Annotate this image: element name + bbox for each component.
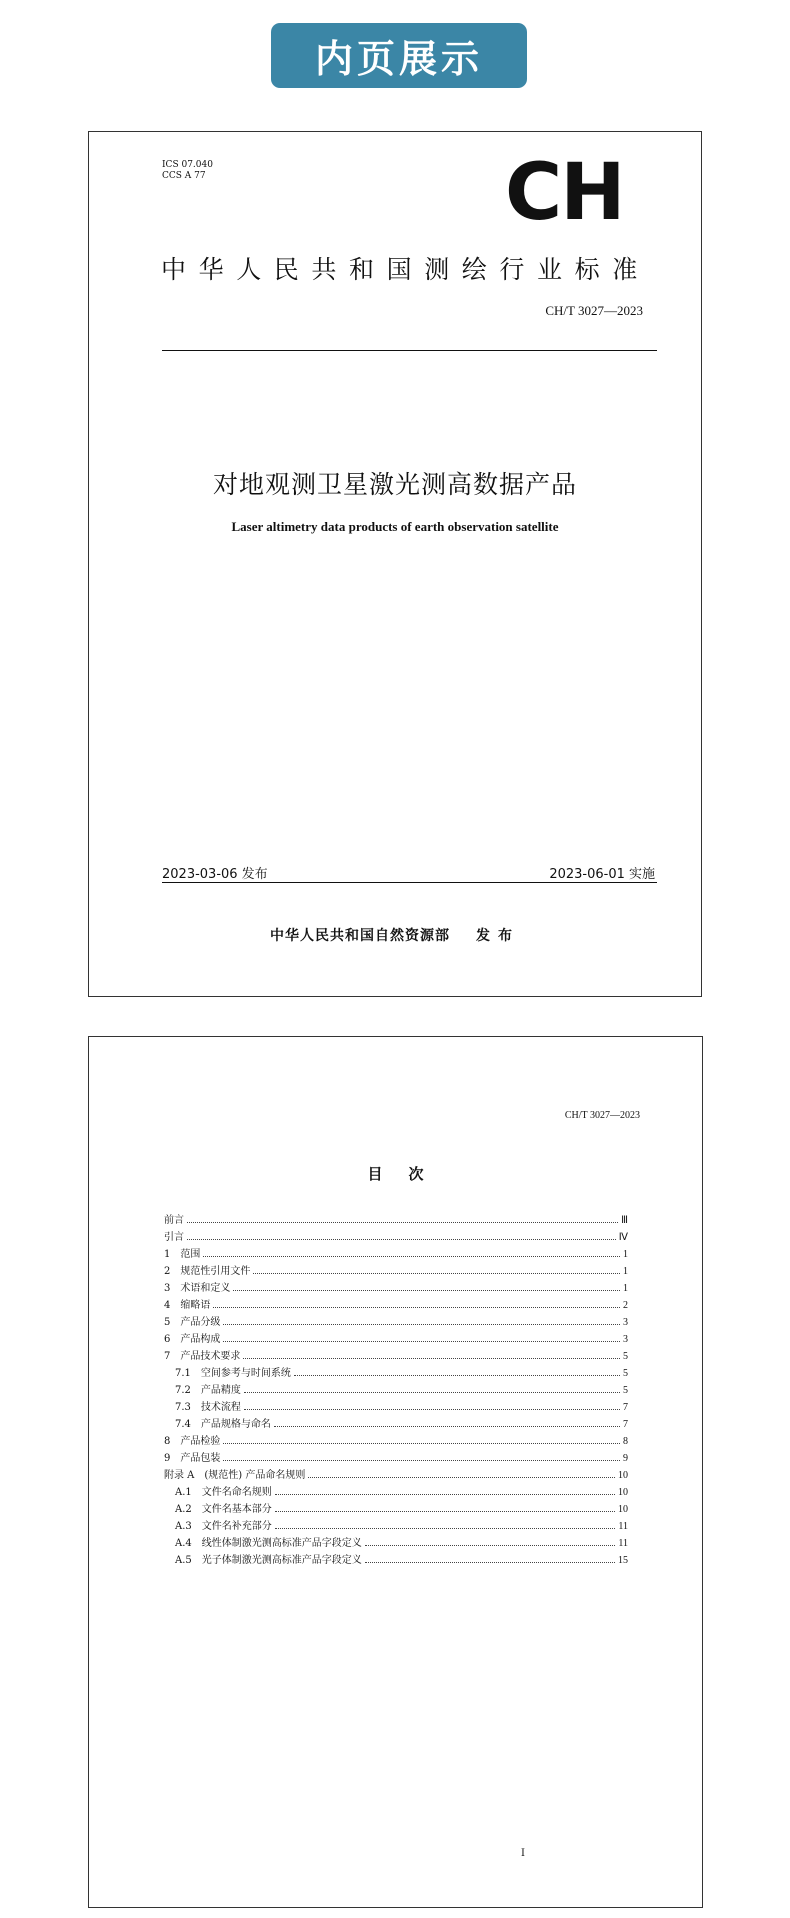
toc-entry-page: 7 <box>623 1419 628 1430</box>
toc-entry-label: 产品精度 <box>200 1385 241 1396</box>
toc-dot-leader <box>275 1511 615 1512</box>
toc-entry-label: 规范性引用文件 <box>180 1266 251 1277</box>
ch-logo: CH <box>505 148 624 238</box>
toc-entry-number: A.5 <box>175 1555 192 1566</box>
toc-page <box>88 1036 703 1908</box>
toc-entry[interactable] <box>164 1484 628 1501</box>
toc-entry-label: 前言 <box>164 1215 184 1226</box>
toc-entry[interactable] <box>164 1348 628 1365</box>
toc-dot-leader <box>253 1273 620 1274</box>
toc-entry-label: 引言 <box>164 1232 184 1243</box>
toc-entry-number: 7.4 <box>175 1419 191 1430</box>
toc-entry-number: A.4 <box>175 1538 192 1549</box>
toc-entry[interactable] <box>164 1280 628 1297</box>
toc-entry-page: 5 <box>623 1385 628 1396</box>
toc-entry-number: 6 <box>164 1334 171 1345</box>
toc-entry-label: 术语和定义 <box>180 1283 231 1294</box>
toc-entry-label: 文件名基本部分 <box>201 1504 272 1515</box>
toc-entry-number: A.2 <box>175 1504 192 1515</box>
toc-entry-number: A.3 <box>175 1521 192 1532</box>
toc-entry-number: 1 <box>164 1249 171 1260</box>
toc-entry-label: 线性体制激光测高标准产品字段定义 <box>201 1538 362 1549</box>
toc-entry-label: 文件名命名规则 <box>201 1487 272 1498</box>
publisher-line <box>89 925 701 945</box>
toc-entry-page: 5 <box>623 1368 628 1379</box>
toc-entry-page: 3 <box>623 1317 628 1328</box>
toc-entry[interactable] <box>164 1552 628 1569</box>
toc-dot-leader <box>365 1562 615 1563</box>
toc-entry[interactable] <box>164 1399 628 1416</box>
ics-code: ICS 07.040 <box>162 160 213 170</box>
toc-entry-page: 8 <box>623 1436 628 1447</box>
toc-entry-page: 10 <box>618 1487 628 1498</box>
toc-entry-label: 产品分级 <box>180 1317 221 1328</box>
toc-dot-leader <box>365 1545 616 1546</box>
toc-dot-leader <box>275 1494 615 1495</box>
toc-dot-leader <box>187 1222 618 1223</box>
toc-entry-number: 5 <box>164 1317 171 1328</box>
toc-dot-leader <box>275 1528 616 1529</box>
toc-entry-number: 附录 A <box>164 1470 195 1481</box>
toc-entry[interactable] <box>164 1263 628 1280</box>
toc-entry[interactable] <box>164 1382 628 1399</box>
document-title-en: Laser altimetry data products of earth observation satellite <box>231 519 559 534</box>
toc-entry[interactable] <box>164 1467 628 1484</box>
toc-entry-page: 10 <box>618 1470 628 1481</box>
toc-dot-leader <box>244 1392 620 1393</box>
standard-number: CH/T 3027—2023 <box>545 303 643 318</box>
toc-entry-number: 7.2 <box>175 1385 191 1396</box>
publisher-verb: 发布 <box>476 928 520 944</box>
ccs-code: CCS A 77 <box>162 171 206 181</box>
toc-entry[interactable] <box>164 1229 628 1246</box>
toc-dot-leader <box>243 1358 620 1359</box>
toc-entry-label: 产品技术要求 <box>180 1351 241 1362</box>
toc-entry-page: 11 <box>618 1521 628 1532</box>
document-title-cn: 对地观测卫星激光测高数据产品 <box>212 470 577 499</box>
page-folio: I <box>521 1848 525 1859</box>
cover-page <box>88 131 702 997</box>
toc-entry[interactable] <box>164 1518 628 1535</box>
toc-dot-leader <box>223 1341 620 1342</box>
toc-entry-label: 产品构成 <box>180 1334 221 1345</box>
toc-entry[interactable] <box>164 1331 628 1348</box>
toc-entry-page: Ⅲ <box>621 1215 628 1226</box>
toc-entry[interactable] <box>164 1501 628 1518</box>
toc-dot-leader <box>233 1290 620 1291</box>
toc-entry-number: 9 <box>164 1453 171 1464</box>
toc-entry[interactable] <box>164 1314 628 1331</box>
toc-dot-leader <box>213 1307 620 1308</box>
toc-entry[interactable] <box>164 1212 628 1229</box>
toc-entry-page: 10 <box>618 1504 628 1515</box>
toc-entry-label: 空间参考与时间系统 <box>200 1368 291 1379</box>
toc-entry-number: 3 <box>164 1283 171 1294</box>
toc-dot-leader <box>274 1426 620 1427</box>
toc-entry-page: 11 <box>618 1538 628 1549</box>
toc-entry[interactable] <box>164 1450 628 1467</box>
toc-entry-label: 缩略语 <box>180 1300 211 1311</box>
issue-date: 2023-03-06 发布 <box>162 867 268 882</box>
toc-entry-label: 范围 <box>180 1249 201 1260</box>
toc-entry-label: 产品检验 <box>180 1436 221 1447</box>
toc-entry[interactable] <box>164 1246 628 1263</box>
toc-dot-leader <box>294 1375 620 1376</box>
toc-entry[interactable] <box>164 1365 628 1382</box>
toc-dot-leader <box>203 1256 620 1257</box>
toc-entry-number: 7 <box>164 1351 171 1362</box>
toc-entry-page: 9 <box>623 1453 628 1464</box>
toc-entry-label: 产品规格与命名 <box>200 1419 271 1430</box>
toc-standard-number: CH/T 3027—2023 <box>564 1110 640 1121</box>
toc-dot-leader <box>308 1477 615 1478</box>
toc-entry-page: 2 <box>623 1300 628 1311</box>
toc-entry-page: 1 <box>623 1266 628 1277</box>
toc-dot-leader <box>223 1324 620 1325</box>
toc-entry-label: 技术流程 <box>200 1402 241 1413</box>
toc-entry-number: 8 <box>164 1436 171 1447</box>
toc-entry-label: (规范性) 产品命名规则 <box>204 1470 306 1481</box>
toc-entry-label: 文件名补充部分 <box>201 1521 272 1532</box>
toc-entry-page: 1 <box>623 1283 628 1294</box>
toc-entry-number: 7.3 <box>175 1402 191 1413</box>
implement-date: 2023-06-01 实施 <box>549 867 655 882</box>
toc-entry-page: 7 <box>623 1402 628 1413</box>
toc-entry-number: 2 <box>164 1266 171 1277</box>
toc-dot-leader <box>223 1443 620 1444</box>
toc-entry-page: 5 <box>623 1351 628 1362</box>
toc-entry-number: 4 <box>164 1300 171 1311</box>
toc-entry-page: 1 <box>623 1249 628 1260</box>
toc-entry-page: Ⅳ <box>618 1232 628 1243</box>
toc-entry-label: 光子体制激光测高标准产品字段定义 <box>201 1555 362 1566</box>
classification-codes <box>162 160 213 182</box>
toc-list <box>164 1212 628 1569</box>
toc-entry[interactable] <box>164 1297 628 1314</box>
toc-entry-number: 7.1 <box>175 1368 191 1379</box>
toc-entry[interactable] <box>164 1535 628 1552</box>
standard-category-title: 中华人民共和国测绘行业标准 <box>161 255 650 284</box>
toc-entry[interactable] <box>164 1433 628 1450</box>
toc-entry-page: 15 <box>618 1555 628 1566</box>
publisher-name: 中华人民共和国自然资源部 <box>270 928 450 944</box>
toc-entry[interactable] <box>164 1416 628 1433</box>
bottom-divider <box>162 882 657 883</box>
toc-title: 目次 <box>367 1165 450 1183</box>
toc-dot-leader <box>187 1239 616 1240</box>
toc-dot-leader <box>223 1460 620 1461</box>
top-divider <box>162 350 657 351</box>
toc-entry-label: 产品包装 <box>180 1453 221 1464</box>
toc-dot-leader <box>244 1409 620 1410</box>
section-banner: 内页展示 <box>271 23 527 88</box>
toc-entry-page: 3 <box>623 1334 628 1345</box>
toc-entry-number: A.1 <box>175 1487 192 1498</box>
